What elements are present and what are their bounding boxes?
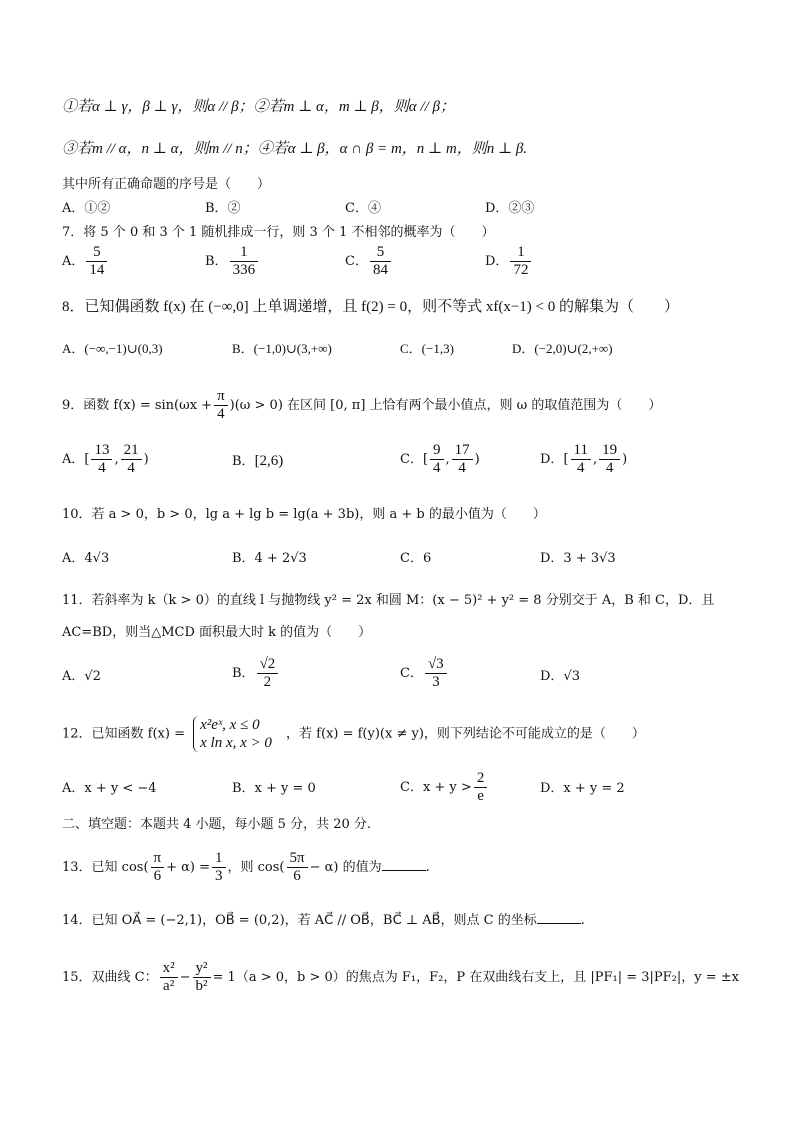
q8-option-d: D．(−2,0)∪(2,+∞) — [512, 341, 613, 356]
q6-option-d: D．②③ — [485, 201, 535, 216]
section-2-heading: 二、填空题：本题共 4 小题，每小题 5 分，共 20 分. — [62, 817, 372, 832]
q11-option-b: B． $\frac{√2}{2}$ — [232, 656, 280, 691]
q9-option-c: C．[ $\frac{9}{4}$ , $\frac{17}{4}$ ) — [400, 442, 480, 476]
q6-question: 其中所有正确命题的序号是（ ） — [62, 177, 271, 192]
q11-question-line-1: 11．若斜率为 k（k > 0）的直线 l 与抛物线 y² = 2x 和圆 M：(x − 5)² + y² = 8 分别交于 A，B 和 C，D．且 — [62, 593, 715, 608]
q13-question: 13．已知 cos( $\frac{\pi}{6}$ + α) = $\frac{1}{3}$ ，则 cos( $\frac{5\pi}{6}$ − α) 的值为 . — [62, 850, 430, 884]
q12-piecewise: x²eˣ, x ≤ 0 x ln x, x > 0 — [193, 716, 278, 752]
q12-option-d: D．x + y = 2 — [540, 781, 625, 796]
q8-option-b: B．(−1,0)∪(3,+∞) — [232, 341, 332, 356]
q11-option-d: D．√3 — [540, 669, 580, 684]
q9-option-a: A．[ $\frac{13}{4}$ , $\frac{21}{4}$ ) — [62, 442, 149, 476]
q8-option-a: A．(−∞,−1)∪(0,3) — [62, 341, 163, 356]
q6-statements-3-4: ③若m // α，n ⊥ α，则m // n；④若α ⊥ β，α ∩ β = m，n ⊥ m，则n ⊥ β. — [62, 141, 528, 157]
q10-option-c: C．6 — [400, 551, 432, 566]
q12-question: 12．已知函数 f(x) = x²eˣ, x ≤ 0 x ln x, x > 0 ，若 f(x) = f(y)(x ≠ y)，则下列结论不可能成立的是（ ） — [62, 717, 645, 751]
q12-option-b: B．x + y = 0 — [232, 781, 316, 796]
q7-option-a: A． $\frac{5}{14}$ — [62, 244, 109, 279]
q14-question: 14．已知 OA⃗ = (−2,1)，OB⃗ = (0,2)，若 AC⃗ // OB⃗，BC⃗ ⊥ AB⃗，则点 C 的坐标 . — [62, 913, 585, 928]
q9-option-d: D．[ $\frac{11}{4}$ , $\frac{19}{4}$ ) — [540, 442, 628, 476]
q9-question: 9．函数 f(x) = sin(ωx + $\frac{\pi}{4}$ )(ω > 0) 在区间 [0, π] 上恰有两个最小值点，则 ω 的取值范围为（ ） — [62, 388, 662, 422]
q11-question-line-2: AC=BD，则当△MCD 面积最大时 k 的值为（ ） — [62, 625, 372, 640]
q6-statements-1-2: ①若α ⊥ γ，β ⊥ γ，则α // β；②若m ⊥ α，m ⊥ β，则α // β； — [62, 99, 455, 115]
q7-question: 7．将 5 个 0 和 3 个 1 随机排成一行，则 3 个 1 不相邻的概率为（ ） — [62, 225, 495, 240]
q7-option-c: C． $\frac{5}{84}$ — [345, 244, 393, 279]
q7-option-b: B． $\frac{1}{336}$ — [205, 244, 260, 279]
q15-question: 15．双曲线 C： $\frac{\text{x²}}{\text{a²}}$ − $\frac{\text{y²}}{\text{b²}}$ = 1（a > 0，b > 0）的焦点为 F₁，F₂，P 在双曲线右支上，且 |PF₁| = 3|PF₂|，y = ±x — [62, 960, 739, 994]
q14-answer-blank[interactable] — [537, 923, 581, 924]
q10-option-a: A．4√3 — [62, 551, 110, 566]
q8-question: 8．已知偶函数 f(x) 在 (−∞,0] 上单调递增，且 f(2) = 0，则不等式 xf(x−1) < 0 的解集为（ ） — [62, 299, 679, 315]
q6-option-b: B．② — [205, 201, 241, 216]
q13-answer-blank[interactable] — [382, 870, 426, 871]
q6-option-a: A．①② — [62, 201, 111, 216]
q8-option-c: C．(−1,3) — [400, 341, 454, 356]
q10-option-d: D．3 + 3√3 — [540, 551, 616, 566]
q11-option-a: A．√2 — [62, 669, 101, 684]
q12-option-a: A．x + y < −4 — [62, 781, 157, 796]
q6-option-c: C．④ — [345, 201, 381, 216]
q11-option-c: C． $\frac{√3}{3}$ — [400, 656, 449, 691]
q10-option-b: B．4 + 2√3 — [232, 551, 307, 566]
q12-option-c: C．x + y > $\frac{2}{e}$ — [400, 770, 489, 805]
q10-question: 10．若 a > 0，b > 0，lg a + lg b = lg(a + 3b)，则 a + b 的最小值为（ ） — [62, 507, 546, 522]
q7-option-d: D． $\frac{1}{72}$ — [485, 244, 533, 279]
q9-option-b: B．[2,6) — [232, 453, 284, 469]
